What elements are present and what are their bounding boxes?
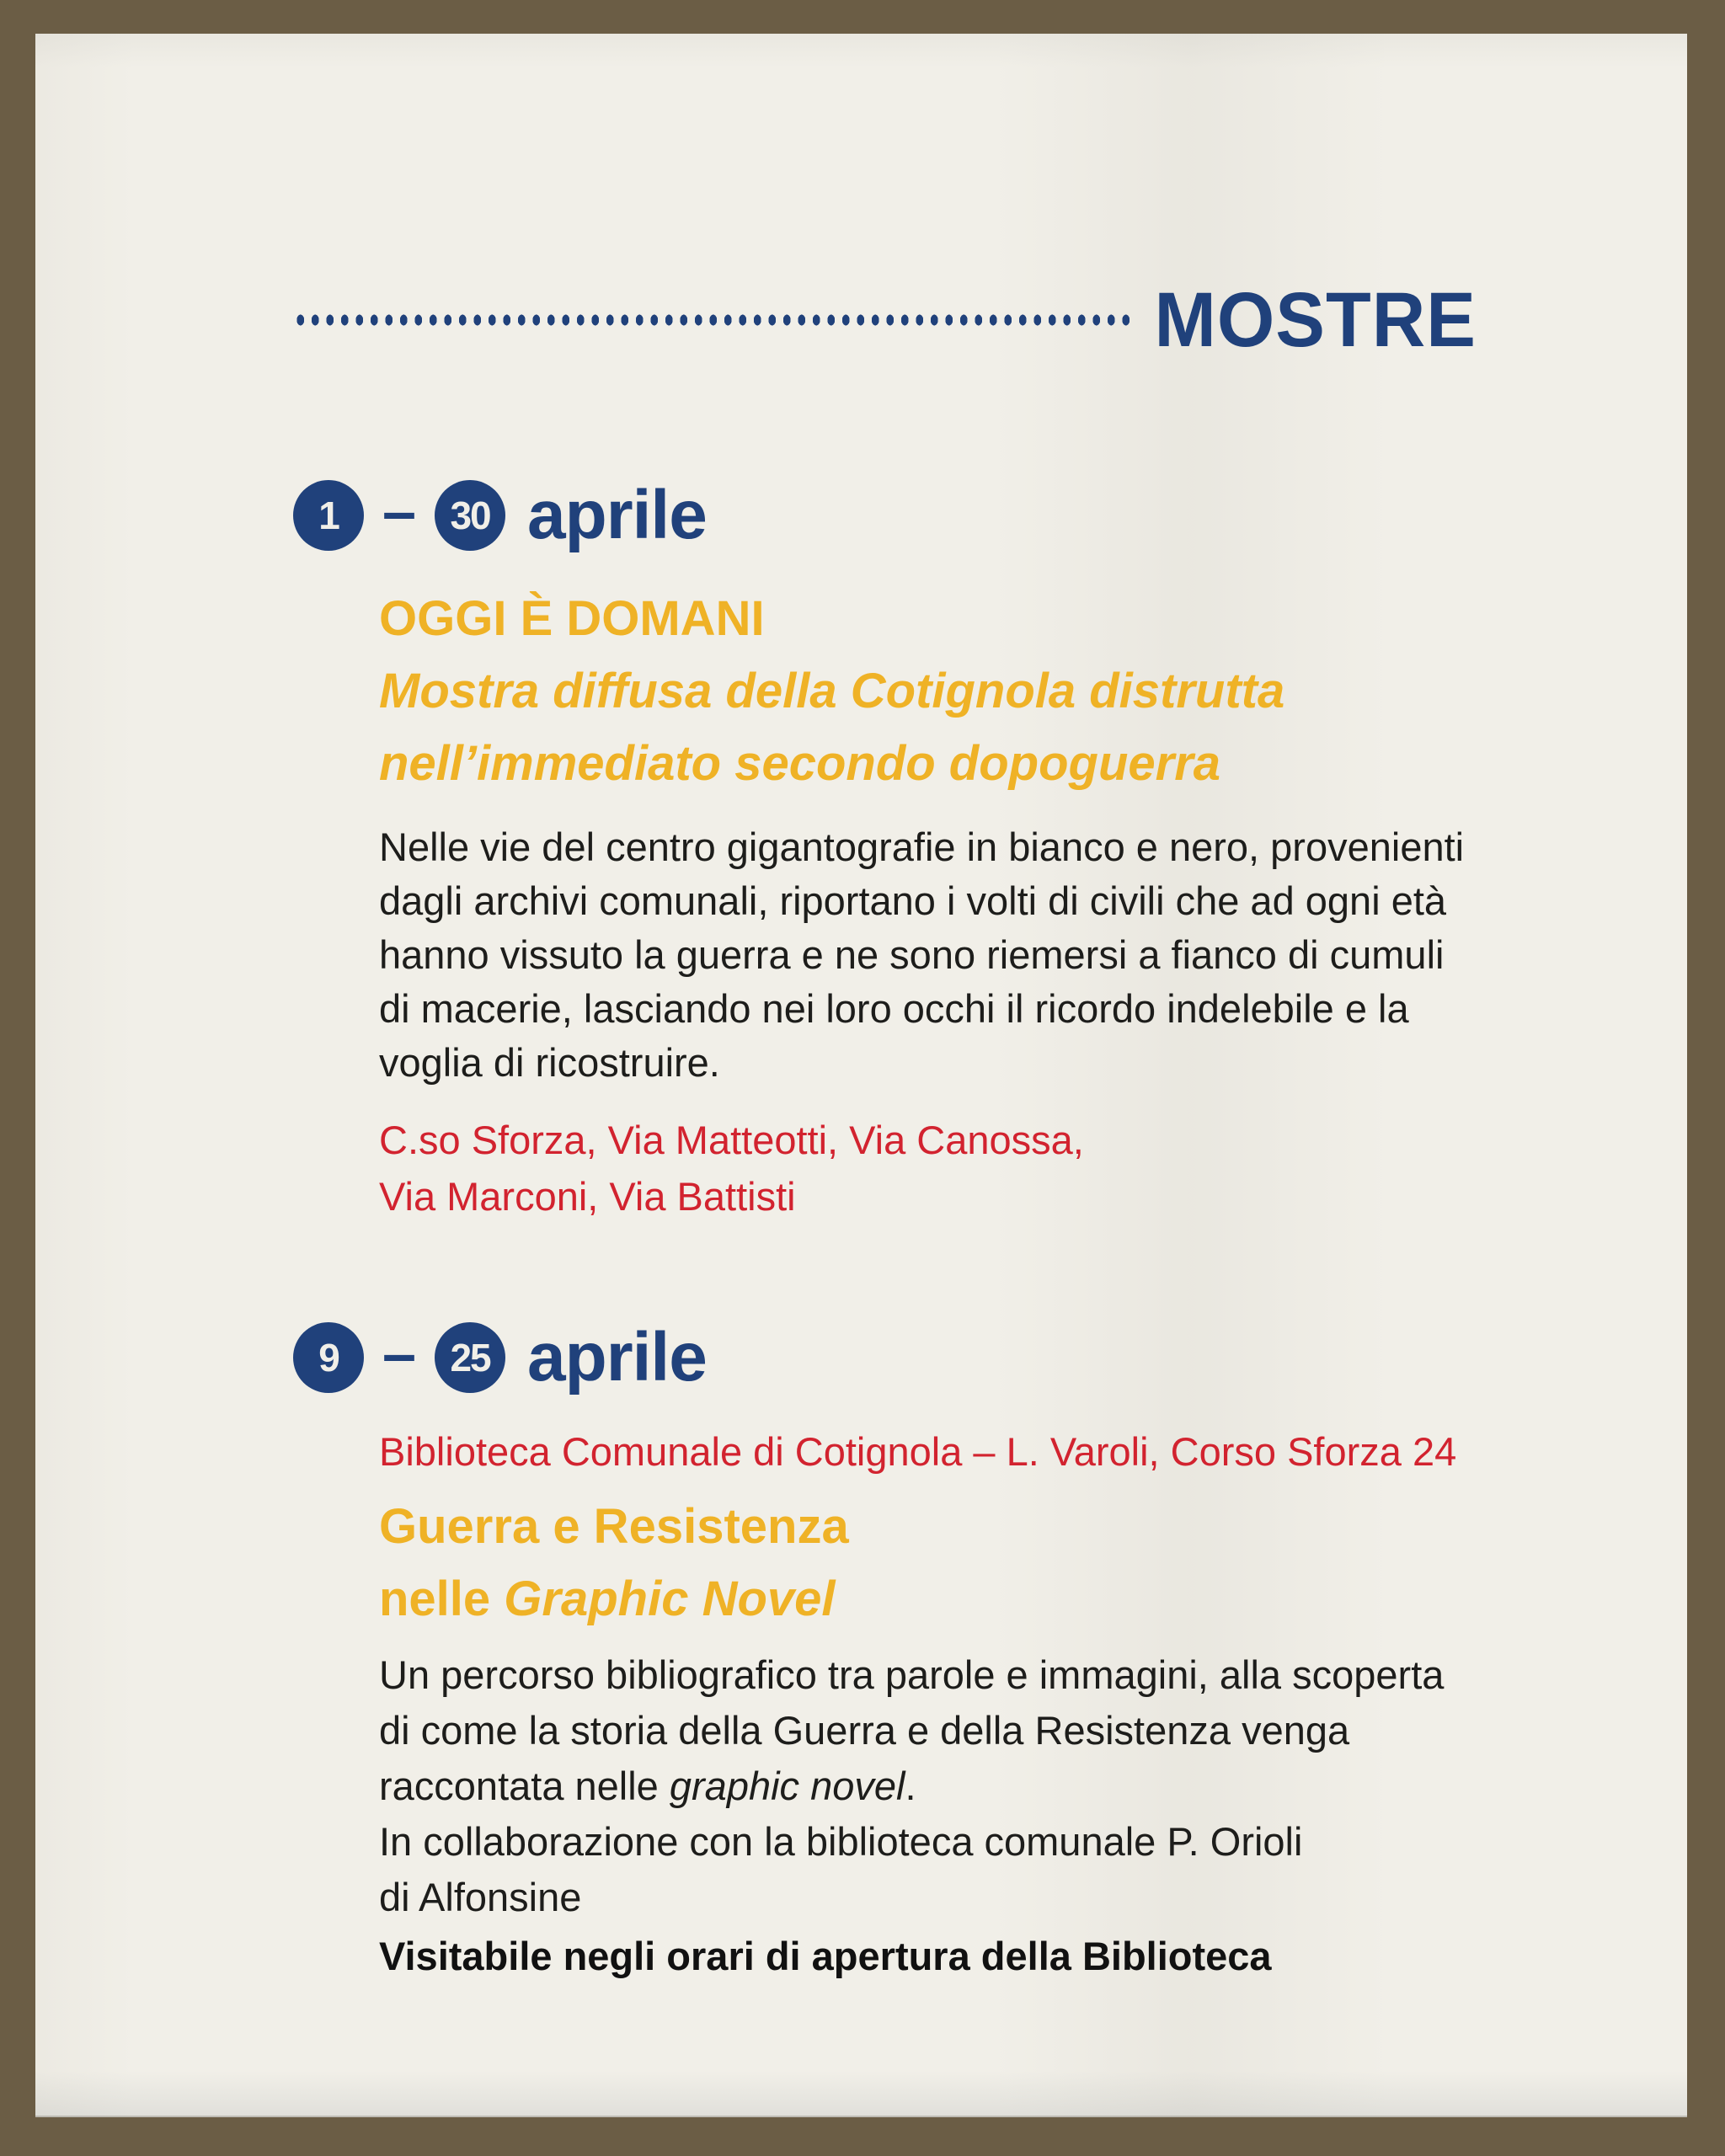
description-line-prefix: raccontata nelle [379,1764,670,1808]
date-range-dash: – [382,478,417,546]
end-day-badge: 25 [435,1322,505,1393]
location-line: Via Marconi, Via Battisti [379,1174,796,1219]
event-locations [379,1112,1477,1225]
event-date-range [293,1319,1477,1396]
event-title-line2 [379,1563,1477,1636]
section-header [293,34,1477,363]
date-month: aprile [527,477,707,553]
event-subtitle-line: nell’immediato secondo dopoguerra [379,736,1221,791]
date-range-dash: – [382,1321,417,1388]
event-title: Guerra e Resistenza [379,1499,849,1554]
event-item [293,477,1477,1225]
section-title: MOSTRE [1154,276,1477,363]
end-day-badge: 30 [435,480,505,551]
description-line: di come la storia della Guerra e della Resistenza venga [379,1708,1350,1753]
description-line-italic: graphic novel [669,1764,905,1808]
description-line: di macerie, lasciando nei loro occhi il ricordo indelebile e la [379,986,1409,1031]
description-line-suffix: . [905,1764,916,1808]
visiting-hours-note: Visitabile negli orari di apertura della Biblioteca [379,1934,1272,1978]
description-line: voglia di ricostruire. [379,1040,720,1085]
description-line: di Alfonsine [379,1875,582,1919]
description-line: dagli archivi comunali, riportano i volti di civili che ad ogni età [379,878,1447,923]
start-day-badge: 9 [293,1322,364,1393]
event-subtitle-line: Mostra diffusa della Cotignola distrutta [379,664,1285,718]
event-description [379,1647,1477,1925]
date-month: aprile [527,1319,707,1396]
description-line: In collaborazione con la biblioteca comunale P. Orioli [379,1819,1303,1864]
event-details [379,1427,1477,1984]
page-content [293,34,1477,2117]
event-title-block [379,1491,1477,1636]
description-line: Nelle vie del centro gigantografie in bianco e nero, provenienti [379,825,1465,869]
description-line: Un percorso bibliografico tra parole e immagini, alla scoperta [379,1652,1445,1697]
event-details [379,583,1477,1225]
event-date-range [293,477,1477,553]
event-title: OGGI È DOMANI [379,591,765,646]
description-line: hanno vissuto la guerra e ne sono riemersi a fianco di cumuli [379,932,1445,977]
event-title-line2-prefix: nelle [379,1572,505,1626]
event-title-line2-italic: Graphic Novel [504,1572,836,1626]
event-title-block [379,583,1477,800]
page [35,34,1687,2117]
location-line: C.so Sforza, Via Matteotti, Via Canossa, [379,1118,1084,1162]
event-venue: Biblioteca Comunale di Cotignola – L. Varoli, Corso Sforza 24 [379,1429,1457,1474]
event-description [379,820,1477,1090]
event-item [293,1319,1477,1984]
description-line [379,1758,1477,1814]
dotted-divider [293,314,1133,326]
start-day-badge: 1 [293,480,364,551]
